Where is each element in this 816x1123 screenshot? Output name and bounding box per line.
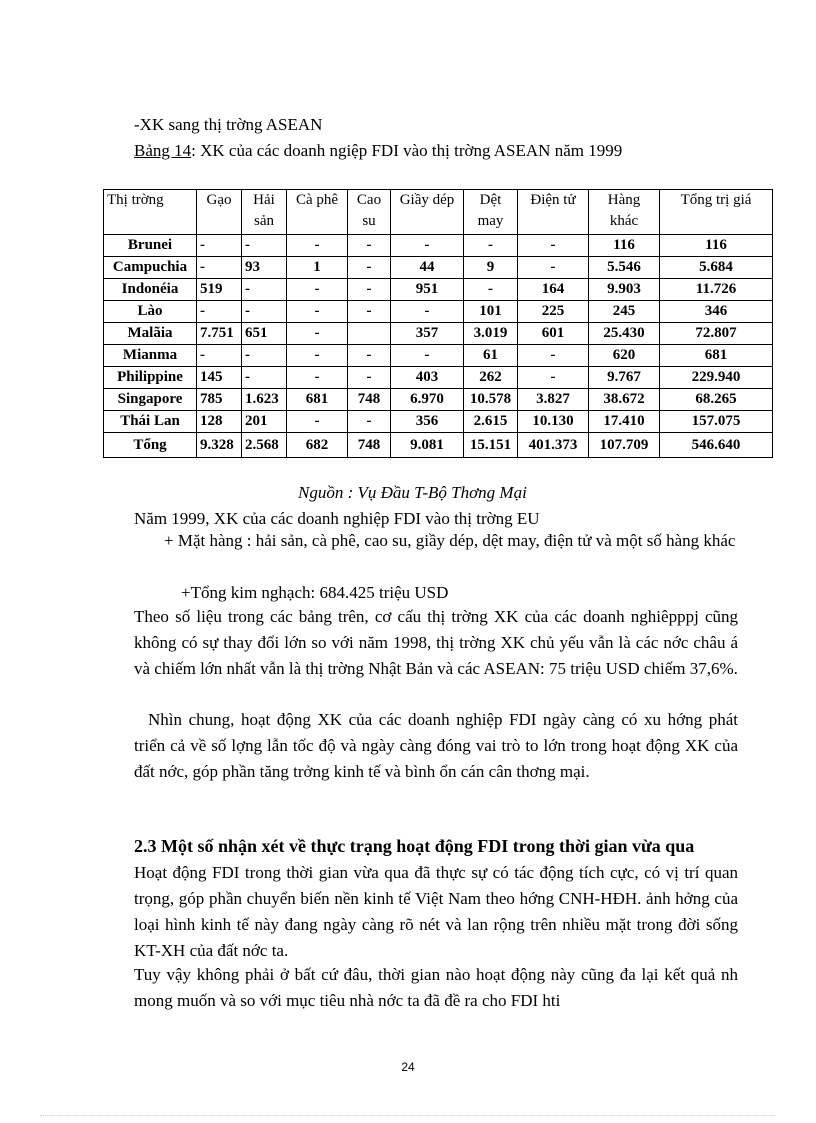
cell-footwear: 357	[391, 323, 464, 345]
cell-other-goods: 5.546	[589, 257, 660, 279]
cell-coffee: -	[287, 345, 348, 367]
cell-seafood: 651	[242, 323, 287, 345]
cell-rice: 785	[197, 389, 242, 411]
cell-market: Singapore	[104, 389, 197, 411]
table-row	[104, 301, 773, 323]
section-title: 2.3 Một số nhận xét về thực trạng hoạt động FDI trong thời gian vừa qua	[134, 836, 695, 856]
cell-seafood: -	[242, 345, 287, 367]
cell-electronics: 3.827	[518, 389, 589, 411]
eu-total: +Tổng kim nghạch: 684.425 triệu USD	[181, 583, 449, 602]
cell-market: Thái Lan	[104, 411, 197, 433]
cell-electronics: -	[518, 345, 589, 367]
table-caption	[134, 141, 622, 161]
cell-coffee: -	[287, 301, 348, 323]
cell-electronics: 225	[518, 301, 589, 323]
total-textile: 15.151	[464, 433, 518, 458]
cell-other-goods: 116	[589, 235, 660, 257]
paragraph-overview: Nhìn chung, hoạt động XK của các doanh nghiệp FDI ngày càng có xu hớng phát triển cả về số lợng lẫn tốc độ và ngày càng đóng vai trò to lớn trong hoạt động XK của đất nớc, góp phần tăng trởng kinh tế và bình ổn cán cân thơng mại.	[134, 710, 738, 781]
cell-rice: -	[197, 301, 242, 323]
cell-textile: 262	[464, 367, 518, 389]
cell-electronics: 601	[518, 323, 589, 345]
cell-rice: -	[197, 235, 242, 257]
cell-total-value: 116	[660, 235, 773, 257]
cell-coffee: -	[287, 235, 348, 257]
header-total-value: Tổng trị giá	[660, 190, 773, 235]
section-paragraph-1: Hoạt động FDI trong thời gian vừa qua đã thực sự có tác động tích cực, có vị trí quan trọng, góp phần chuyển biến nền kinh tế Việt Nam theo hớng CNH-HĐH. ảnh hởng của loại hình kinh tế này đang ngày càng rõ nét và lan rộng trên nhiều mặt trong đời sống KT-XH của đất nớc ta.	[134, 863, 738, 960]
page-number: 24	[401, 1060, 415, 1074]
cell-rice: 7.751	[197, 323, 242, 345]
total-footwear: 9.081	[391, 433, 464, 458]
table-row	[104, 279, 773, 301]
eu-goods: + Mặt hàng : hải sản, cà phê, cao su, giầy dép, dệt may, điện tử và một số hàng khác	[164, 531, 736, 550]
cell-electronics: -	[518, 257, 589, 279]
cell-textile: 2.615	[464, 411, 518, 433]
cell-textile: -	[464, 279, 518, 301]
table-total-row	[104, 433, 773, 458]
cell-rice: 128	[197, 411, 242, 433]
cell-footwear: 951	[391, 279, 464, 301]
cell-electronics: -	[518, 235, 589, 257]
cell-seafood: 201	[242, 411, 287, 433]
cell-seafood: 93	[242, 257, 287, 279]
cell-electronics: 10.130	[518, 411, 589, 433]
table-header-row	[104, 190, 773, 235]
cell-market: Campuchia	[104, 257, 197, 279]
header-rice: Gạo	[197, 190, 242, 235]
total-coffee: 682	[287, 433, 348, 458]
cell-footwear: -	[391, 301, 464, 323]
cell-other-goods: 9.903	[589, 279, 660, 301]
cell-textile: 61	[464, 345, 518, 367]
cell-total-value: 11.726	[660, 279, 773, 301]
table-caption-label: Bảng 14	[134, 141, 192, 160]
cell-market: Philippine	[104, 367, 197, 389]
cell-rubber: -	[348, 279, 391, 301]
total-total-value: 546.640	[660, 433, 773, 458]
cell-textile: 3.019	[464, 323, 518, 345]
cell-market: Indonéia	[104, 279, 197, 301]
cell-rubber	[348, 323, 391, 345]
cell-total-value: 72.807	[660, 323, 773, 345]
cell-textile: 9	[464, 257, 518, 279]
cell-rice: -	[197, 345, 242, 367]
table-row	[104, 367, 773, 389]
cell-coffee: 681	[287, 389, 348, 411]
total-seafood: 2.568	[242, 433, 287, 458]
table-row	[104, 257, 773, 279]
cell-total-value: 681	[660, 345, 773, 367]
subheading: -XK sang thị trờng ASEAN	[134, 115, 323, 134]
total-market: Tổng	[104, 433, 197, 458]
header-textile: Dệt may	[464, 190, 518, 235]
asean-export-table	[103, 189, 773, 458]
cell-seafood: 1.623	[242, 389, 287, 411]
cell-other-goods: 25.430	[589, 323, 660, 345]
table-row	[104, 411, 773, 433]
table-row	[104, 345, 773, 367]
cell-rubber: 748	[348, 389, 391, 411]
header-rubber: Cao su	[348, 190, 391, 235]
cell-other-goods: 17.410	[589, 411, 660, 433]
cell-coffee: -	[287, 323, 348, 345]
header-electronics: Điện tử	[518, 190, 589, 235]
cell-seafood: -	[242, 301, 287, 323]
page-bottom-rule	[40, 1115, 776, 1116]
cell-footwear: 6.970	[391, 389, 464, 411]
cell-footwear: 44	[391, 257, 464, 279]
total-rubber: 748	[348, 433, 391, 458]
cell-other-goods: 620	[589, 345, 660, 367]
section-paragraph-2: Tuy vậy không phải ở bất cứ đâu, thời gian nào hoạt động này cũng đa lại kết quả nh mong muốn và so với mục tiêu nhà nớc ta đã đề ra cho FDI hti	[134, 965, 738, 1010]
cell-other-goods: 9.767	[589, 367, 660, 389]
table-row	[104, 389, 773, 411]
cell-electronics: 164	[518, 279, 589, 301]
total-electronics: 401.373	[518, 433, 589, 458]
cell-other-goods: 38.672	[589, 389, 660, 411]
total-rice: 9.328	[197, 433, 242, 458]
cell-total-value: 229.940	[660, 367, 773, 389]
cell-market: Lào	[104, 301, 197, 323]
cell-textile: 101	[464, 301, 518, 323]
header-other-goods: Hàng khác	[589, 190, 660, 235]
cell-textile: -	[464, 235, 518, 257]
cell-footwear: 356	[391, 411, 464, 433]
cell-total-value: 346	[660, 301, 773, 323]
cell-rice: -	[197, 257, 242, 279]
header-market: Thị trờng	[104, 190, 197, 235]
table-body	[104, 235, 773, 458]
cell-market: Brunei	[104, 235, 197, 257]
cell-coffee: -	[287, 279, 348, 301]
table-caption-text: : XK của các doanh ngiệp FDI vào thị trờng ASEAN năm 1999	[191, 141, 623, 160]
header-seafood: Hải sản	[242, 190, 287, 235]
table-row	[104, 323, 773, 345]
cell-coffee: -	[287, 367, 348, 389]
cell-rubber: -	[348, 235, 391, 257]
table-source: Nguồn : Vụ Đầu T-Bộ Thơng Mại	[298, 483, 527, 502]
cell-electronics: -	[518, 367, 589, 389]
cell-rice: 519	[197, 279, 242, 301]
cell-total-value: 5.684	[660, 257, 773, 279]
eu-intro: Năm 1999, XK của các doanh nghiệp FDI vào thị trờng EU	[134, 509, 540, 528]
cell-rubber: -	[348, 257, 391, 279]
cell-footwear: -	[391, 235, 464, 257]
cell-footwear: -	[391, 345, 464, 367]
cell-rubber: -	[348, 345, 391, 367]
paragraph-market-structure: Theo số liệu trong các bảng trên, cơ cấu thị trờng XK của các doanh nghiêpppj cũng không có sự thay đổi lớn so với năm 1998, thị trờng XK chủ yếu vẫn là các nớc châu á và chiếm lớn nhất vẫn là thị trờng Nhật Bản và các ASEAN: 75 triệu USD chiếm 37,6%.	[134, 607, 738, 678]
cell-market: Mianma	[104, 345, 197, 367]
cell-rubber: -	[348, 367, 391, 389]
cell-rubber: -	[348, 411, 391, 433]
cell-total-value: 68.265	[660, 389, 773, 411]
cell-seafood: -	[242, 367, 287, 389]
cell-rubber: -	[348, 301, 391, 323]
cell-coffee: 1	[287, 257, 348, 279]
cell-seafood: -	[242, 279, 287, 301]
cell-total-value: 157.075	[660, 411, 773, 433]
cell-footwear: 403	[391, 367, 464, 389]
cell-coffee: -	[287, 411, 348, 433]
total-other-goods: 107.709	[589, 433, 660, 458]
table-row	[104, 235, 773, 257]
header-footwear: Giầy dép	[391, 190, 464, 235]
cell-textile: 10.578	[464, 389, 518, 411]
cell-market: Malãia	[104, 323, 197, 345]
cell-rice: 145	[197, 367, 242, 389]
cell-seafood: -	[242, 235, 287, 257]
header-coffee: Cà phê	[287, 190, 348, 235]
cell-other-goods: 245	[589, 301, 660, 323]
